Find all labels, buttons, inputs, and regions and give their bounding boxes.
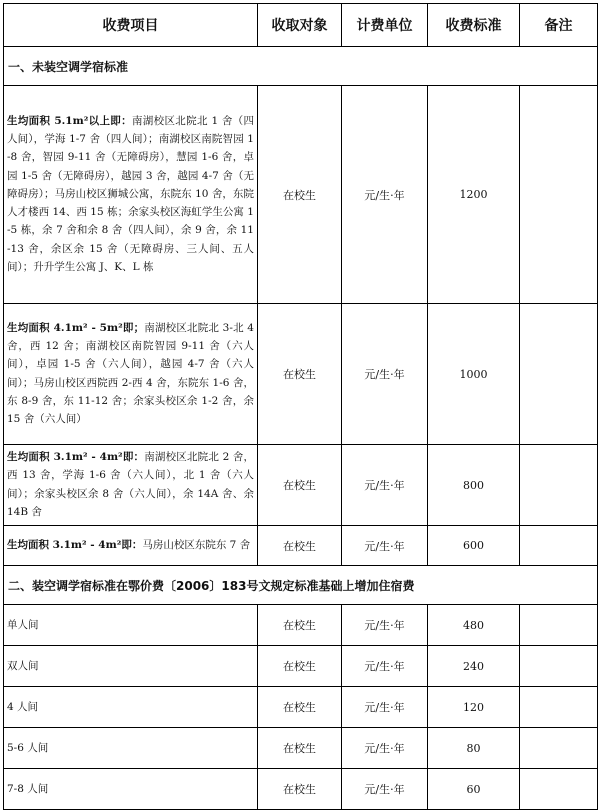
fee-target: 在校生: [258, 769, 342, 810]
header-note: 备注: [520, 4, 598, 47]
section-2-title: 二、装空调学宿标准在鄂价费〔2006〕183号文规定标准基础上增加住宿费: [4, 566, 598, 605]
fee-unit: 元/生·年: [342, 304, 428, 445]
fee-unit: 元/生·年: [342, 728, 428, 769]
fee-unit: 元/生·年: [342, 605, 428, 646]
fee-target: 在校生: [258, 728, 342, 769]
fee-standard: 1000: [428, 304, 520, 445]
section-2-row: [4, 566, 598, 605]
fee-unit: 元/生·年: [342, 445, 428, 526]
fee-item-area: 生均面积 3.1m² - 4m²即：: [7, 451, 145, 464]
room-type: 7-8 人间: [4, 769, 258, 810]
header-standard: 收费标准: [428, 4, 520, 47]
room-type: 单人间: [4, 605, 258, 646]
fee-standard: 120: [428, 687, 520, 728]
fee-item: [4, 445, 258, 526]
header-target: 收取对象: [258, 4, 342, 47]
room-type: 4 人间: [4, 687, 258, 728]
fee-target: 在校生: [258, 646, 342, 687]
fee-item: [4, 304, 258, 445]
table-row: [4, 86, 598, 304]
dorm-fee-table: [3, 3, 598, 810]
room-type: 5-6 人间: [4, 728, 258, 769]
header-item: 收费项目: [4, 4, 258, 47]
fee-note: [520, 769, 598, 810]
fee-note: [520, 687, 598, 728]
fee-unit: 元/生·年: [342, 526, 428, 566]
fee-note: [520, 86, 598, 304]
fee-target: 在校生: [258, 86, 342, 304]
fee-note: [520, 304, 598, 445]
table-row: [4, 769, 598, 810]
fee-item-desc: 南湖校区北院北 1 舍（四人间），学海 1-7 舍（四人间）；南湖校区南院智园 1-8 舍，智园 9-11 舍（无障碍房），慧园 1-6 舍，卓园 1-5 舍（无障碍房），越园 3 舍，越园 4-7 舍（无障碍房）；马房山校区狮城公寓，东院东 10 舍，东院人才楼西 14、西 15 栋；余家头校区海虹学生公寓 1-5 栋，余 7 舍和余 8 舍（四人间），余 9 舍，余 11-13 舍，余区余 15 舍（无障碍房、三人间、五人间）；升升学生公寓 J、K、L 栋: [7, 115, 254, 273]
fee-item: [4, 86, 258, 304]
table-row: [4, 687, 598, 728]
section-1-row: [4, 47, 598, 86]
fee-item-desc: 马房山校区东院东 7 舍: [142, 538, 251, 551]
header-unit: 计费单位: [342, 4, 428, 47]
fee-standard: 60: [428, 769, 520, 810]
fee-target: 在校生: [258, 687, 342, 728]
fee-note: [520, 728, 598, 769]
fee-item-desc: 南湖校区北院北 3-北 4 舍，西 12 舍；南湖校区南院智园 9-11 舍（六人间），卓园 1-5 舍（六人间），越园 4-7 舍（六人间）；马房山校区西院西 2-西 4 舍，东院东 1-6 舍，东 8-9 舍，东 11-12 舍；余家头校区余 1-2 舍，余 15 舍（六人间）: [7, 321, 254, 425]
fee-item-area: 生均面积 4.1m² - 5m²即；: [7, 321, 145, 334]
fee-standard: 600: [428, 526, 520, 566]
room-type: 双人间: [4, 646, 258, 687]
fee-unit: 元/生·年: [342, 86, 428, 304]
fee-item-area: 生均面积 5.1m²以上即：: [7, 115, 132, 128]
fee-unit: 元/生·年: [342, 646, 428, 687]
fee-target: 在校生: [258, 445, 342, 526]
table-row: [4, 646, 598, 687]
table-row: [4, 304, 598, 445]
fee-standard: 80: [428, 728, 520, 769]
fee-item-area: 生均面积 3.1m² - 4m²即：: [7, 538, 143, 551]
fee-target: 在校生: [258, 526, 342, 566]
fee-item-desc: 南湖校区北院北 2 舍，西 13 舍，学海 1-6 舍（六人间），北 1 舍（六人间）；余家头校区余 8 舍（六人间），余 14A 舍、余 14B 舍: [7, 451, 254, 518]
section-1-title: 一、未装空调学宿标准: [4, 47, 598, 86]
fee-standard: 1200: [428, 86, 520, 304]
fee-item: [4, 526, 258, 566]
fee-standard: 480: [428, 605, 520, 646]
fee-target: 在校生: [258, 304, 342, 445]
fee-unit: 元/生·年: [342, 687, 428, 728]
table-row: [4, 526, 598, 566]
fee-target: 在校生: [258, 605, 342, 646]
fee-standard: 800: [428, 445, 520, 526]
fee-standard: 240: [428, 646, 520, 687]
fee-unit: 元/生·年: [342, 769, 428, 810]
table-row: [4, 445, 598, 526]
table-row: [4, 605, 598, 646]
fee-note: [520, 526, 598, 566]
table-row: [4, 728, 598, 769]
header-row: [4, 4, 598, 47]
fee-note: [520, 605, 598, 646]
fee-note: [520, 445, 598, 526]
fee-table-container: [3, 3, 598, 810]
fee-note: [520, 646, 598, 687]
